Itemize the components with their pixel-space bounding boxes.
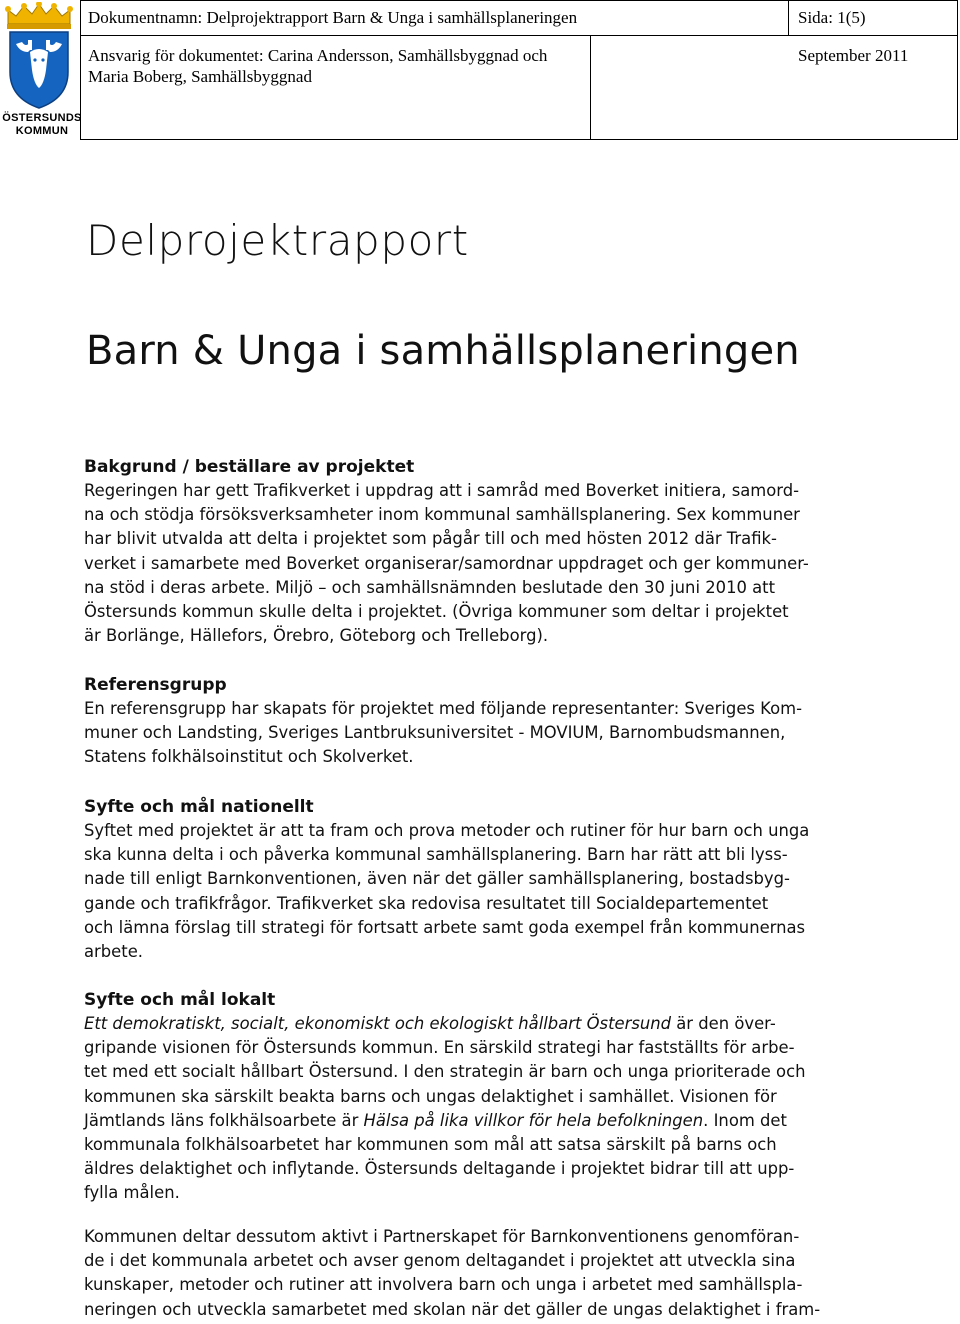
text-line: äldres delaktighet och inflytande. Östersunds deltagande i projektet bidrar till att upp- [84, 1159, 795, 1179]
text-line: gripande visionen för Östersunds kommun. En särskild strategi har fastställts för arbe- [84, 1038, 795, 1058]
responsible-line-1: Ansvarig för dokumentet: Carina Andersson, Samhällsbyggnad och [88, 46, 548, 65]
logo-text-kommun: KOMMUN [15, 125, 69, 137]
section-heading: Syfte och mål lokalt [84, 990, 276, 1010]
page-subtitle: Barn & Unga i samhällsplaneringen [86, 328, 800, 374]
text-line: är Borlänge, Hällefors, Örebro, Göteborg och Trelleborg). [84, 626, 549, 646]
section-referensgrupp [84, 673, 874, 770]
text-line: neringen och utveckla samarbetet med skolan när det gäller de ungas delaktighet i fram- [84, 1299, 821, 1319]
document-date: September 2011 [798, 46, 909, 65]
moose-coat-of-arms-icon [2, 2, 76, 110]
vision-italic: Ett demokratiskt, socialt, ekonomiskt och ekologiskt hållbart Östersund [84, 1014, 672, 1033]
text-line: har blivit utvalda att delta i projektet som pågår till och med hösten 2012 där Trafik- [84, 529, 777, 549]
ostersunds-kommun-logo [2, 2, 82, 138]
page-title: Delprojektrapport [86, 216, 469, 265]
text-line: ska kunna delta i och påverka kommunal samhällsplanering. Barn har rätt att bli lyss- [84, 845, 788, 865]
text-fragment: är den över- [671, 1014, 776, 1033]
responsible-line-2: Maria Boberg, Samhällsbyggnad [88, 67, 312, 86]
text-line: Syftet med projektet är att ta fram och prova metoder och rutiner för hur barn och unga [84, 821, 810, 840]
text-line [84, 1109, 874, 1133]
section-bakgrund [84, 455, 874, 648]
document-name: Dokumentnamn: Delprojektrapport Barn & Unga i samhällsplaneringen [88, 8, 578, 27]
text-line: tet med ett socialt hållbart Östersund. I den strategin är barn och unga prioriterade och [84, 1062, 806, 1082]
text-line: kunskaper, metoder och rutiner att involvera barn och unga i arbetet med samhällspla- [84, 1275, 803, 1295]
text-line: kommunala folkhälsoarbetet har kommunen som mål att satsa särskilt på barns och [84, 1135, 777, 1155]
text-line: kommunen ska särskilt beakta barns och ungas delaktighet i samhället. Visionen för [84, 1086, 777, 1106]
text-line: och lämna förslag till strategi för fortsatt arbete samt goda exempel från kommunernas [84, 917, 806, 937]
text-line: muner och Landsting, Sveriges Lantbruksuniversitet - MOVIUM, Barnombudsmannen, [84, 723, 786, 743]
header-border-right [957, 0, 958, 140]
paragraph [84, 479, 874, 648]
paragraph [84, 1225, 874, 1322]
section-heading: Referensgrupp [84, 675, 227, 695]
header-col-divider-bottom [590, 35, 591, 140]
page-number: Sida: 1(5) [798, 8, 866, 27]
text-line: arbete. [84, 942, 143, 962]
text-line [84, 1012, 874, 1036]
text-line: Östersunds kommun skulle delta i projektet. (Övriga kommuner som deltar i projektet [84, 602, 789, 622]
text-line: Statens folkhälsoinstitut och Skolverket. [84, 747, 414, 767]
paragraph [84, 1012, 874, 1206]
text-fragment: Jämtlands läns folkhälsoarbete är [84, 1110, 364, 1130]
text-line: na och stödja försöksverksamheter inom kommunal samhällsplanering. Sex kommuner [84, 505, 800, 525]
text-fragment: . Inom det [703, 1110, 787, 1130]
section-syfte-nationellt [84, 795, 874, 964]
text-line: Kommunen deltar dessutom aktivt i Partnerskapet för Barnkonventionens genomföran- [84, 1227, 800, 1246]
paragraph [84, 697, 874, 770]
logo-text-ostersunds: ÖSTERSUNDS [2, 112, 82, 124]
section-syfte-lokalt [84, 988, 874, 1206]
section-heading: Bakgrund / beställare av projektet [84, 457, 415, 477]
text-line: fylla målen. [84, 1183, 180, 1203]
text-line: Regeringen har gett Trafikverket i uppdrag att i samråd med Boverket initiera, samord- [84, 481, 800, 500]
header-border-top [80, 0, 958, 1]
header-border-bottom [80, 139, 958, 140]
text-line: En referensgrupp har skapats för projektet med följande representanter: Sveriges Kom- [84, 699, 802, 718]
section-partnerskap [84, 1225, 874, 1322]
document-header [0, 0, 958, 140]
text-line: gande och trafikfrågor. Trafikverket ska redovisa resultatet till Socialdepartementet [84, 893, 769, 913]
text-line: verket i samarbete med Boverket organiserar/samordnar uppdraget och ger kommuner- [84, 553, 809, 573]
text-line: na stöd i deras arbete. Miljö – och samhällsnämnden beslutade den 30 juni 2010 att [84, 577, 776, 597]
paragraph [84, 819, 874, 964]
header-col-divider-top [788, 0, 789, 35]
header-row-divider [80, 35, 958, 36]
text-line: nade till enligt Barnkonventionen, även när det gäller samhällsplanering, bostadsbyg- [84, 869, 790, 889]
vision-italic: Hälsa på lika villkor för hela befolkningen [363, 1110, 704, 1130]
text-line: de i det kommunala arbetet och avser genom deltagandet i projektet att utveckla sina [84, 1251, 796, 1271]
section-heading: Syfte och mål nationellt [84, 797, 314, 817]
